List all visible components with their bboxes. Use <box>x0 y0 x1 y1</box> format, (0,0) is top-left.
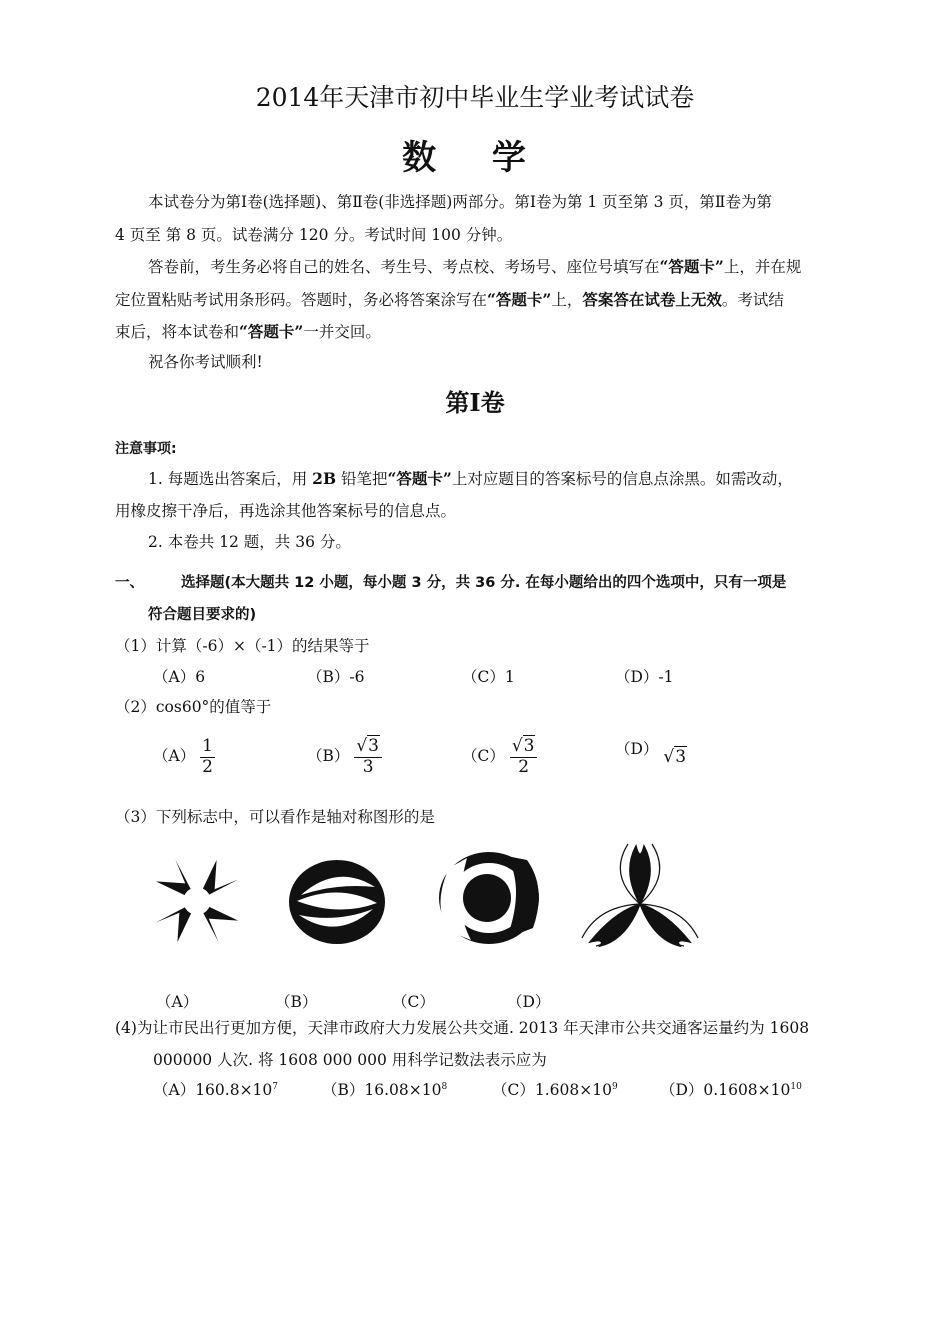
q2-option-d: （D） √3 <box>615 740 687 767</box>
section-title: 第Ⅰ卷 <box>445 388 505 417</box>
exam-title: 2014年天津市初中毕业生学业考试试卷 <box>255 83 695 112</box>
note-2: 2. 本卷共 12 题，共 36 分。 <box>148 533 351 551</box>
q1-option-c: （C）1 <box>462 668 515 686</box>
q3-option-d: （D） <box>507 993 551 1011</box>
q4-option-d: $(D)0.1608\times 10^{10}$ <box>660 1081 802 1099</box>
fraction: $\frac{√3}{2}$ <box>510 737 538 777</box>
q2-stem: （2）cos60°的值等于 <box>115 698 272 716</box>
subject-title: 数 学 <box>402 138 548 178</box>
q2-option-a: （A） $\frac{1}{2}$ <box>153 736 213 777</box>
logo-d-trefoil-icon <box>578 842 702 950</box>
intro-line-1: 本试卷分为第Ⅰ卷(选择题)、第Ⅱ卷(非选择题)两部分。第Ⅰ卷为第 1 页至第 3 页，第Ⅱ卷为第 <box>148 193 772 211</box>
q4-stem-line-1: (4)为让市民出行更加方便，天津市政府大力发展公共交通. 2013 年天津市公共交通客运量约为 1608 <box>115 1019 810 1037</box>
intro-line-6: 祝各你考试顺利! <box>148 353 263 371</box>
part-instructions-line-2: 符合题目要求的) <box>148 607 257 623</box>
q2-option-c: （C） $\frac{√3}{2}$ <box>462 737 537 777</box>
notes-heading: 注意事项: <box>115 441 177 457</box>
part-instructions-line-1: 选择题(本大题共 12 小题，每小题 3 分，共 36 分. 在每小题给出的四个选项中，只有一项是 <box>181 575 787 591</box>
note-1-line-2: 用橡皮擦干净后，再选涂其他答案标号的信息点。 <box>115 502 457 520</box>
q2-option-b: （B） $\frac{√3}{3}$ <box>307 737 382 777</box>
q4-option-a: $(A)160.8\times 10^7$ <box>153 1081 279 1099</box>
q3-option-a: （A） <box>156 993 199 1011</box>
intro-line-4: 定位置粘贴考试用条形码。答题时，务必将答案涂写在“答题卡”上，答案答在试卷上无效。考试结 <box>115 290 784 309</box>
q4-stem-line-2: 000000 人次. 将 1608 000 000 用科学记数法表示应为 <box>153 1051 547 1069</box>
sqrt-value: √3 <box>663 747 687 767</box>
q4-option-b: $(B)16.08\times 10^8$ <box>322 1081 448 1099</box>
logo-a-pinwheel-icon <box>148 852 246 950</box>
q3-option-b: （B） <box>275 993 318 1011</box>
part-number: 一、 <box>115 575 144 591</box>
q1-option-b: （B）-6 <box>307 668 365 686</box>
q1-option-a: （A）6 <box>153 668 206 686</box>
intro-line-3: 答卷前，考生务必将自己的姓名、考生号、考点校、考场号、座位号填写在“答题卡”上，并在规 <box>148 257 802 276</box>
fraction: $\frac{√3}{3}$ <box>354 737 382 777</box>
note-1-line-1: 1. 每题选出答案后，用 2B 铅笔把“答题卡”上对应题目的答案标号的信息点涂黑。如需改动， <box>148 469 793 488</box>
q3-stem: （3）下列标志中，可以看作是轴对称图形的是 <box>115 808 435 826</box>
q1-option-d: （D）-1 <box>615 668 674 686</box>
q1-stem: （1）计算（-6）×（-1）的结果等于 <box>115 637 370 655</box>
q4-option-c: $(C)1.608\times 10^9$ <box>492 1081 618 1099</box>
intro-line-5: 束后，将本试卷和“答题卡”一并交回。 <box>115 322 381 341</box>
fraction: $\frac{1}{2}$ <box>202 736 213 777</box>
intro-line-2: 4 页至 第 8 页。试卷满分 120 分。考试时间 100 分钟。 <box>115 226 513 244</box>
logo-c-ring-icon <box>437 848 541 948</box>
logo-b-crescents-icon <box>287 857 387 947</box>
q3-option-c: （C） <box>392 993 435 1011</box>
